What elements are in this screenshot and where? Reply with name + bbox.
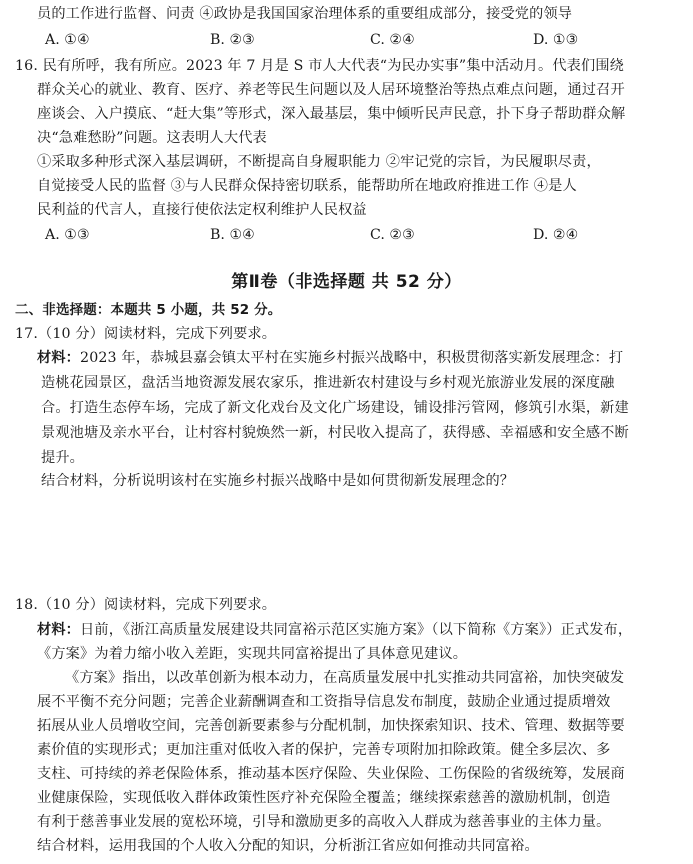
q18-material-line-8: 业健康保险，实现低收入群体政策性医疗补充保险全覆盖；继续探索慈善的激励机制，创造 bbox=[37, 790, 611, 806]
q18-material-line-9: 有利于慈善事业发展的宽松环境，引导和激励更多的高收入人群成为慈善事业的主体力量。 bbox=[37, 814, 611, 830]
q16-option-d[interactable]: D. ②④ bbox=[533, 227, 579, 243]
q15-option-c[interactable]: C. ②④ bbox=[370, 32, 415, 48]
q16-stem-line-3: 座谈会、入户摸底、“赶大集”等形式，深入最基层，集中倾听民声民意，扑下身子帮助群众解 bbox=[37, 106, 626, 122]
q18-material-line-7: 支柱、可持续的养老保险体系，推动基本医疗保险、失业保险、工伤保险的省级统筹，发展商 bbox=[37, 766, 625, 782]
q16-choice-line-2: 自觉接受人民的监督 ③与人民群众保持密切联系，能帮助所在地政府推进工作 ④是人 bbox=[37, 178, 577, 194]
q15-option-a[interactable]: A. ①④ bbox=[45, 32, 90, 48]
q18-material-line-4: 展不平衡不充分问题；完善企业薪酬调查和工资指导信息发布制度，鼓励企业通过提质增效 bbox=[37, 694, 611, 710]
q18-material-label: 材料： bbox=[37, 622, 81, 638]
q16-choice-line-3: 民利益的代言人，直接行使依法定权利维护人民权益 bbox=[37, 202, 367, 218]
q15-tail-text: 员的工作进行监督、问责 ④政协是我国国家治理体系的重要组成部分，接受党的领导 bbox=[37, 6, 573, 22]
q16-option-b[interactable]: B. ①④ bbox=[210, 227, 255, 243]
q16-stem-line-4: 决“急难愁盼”问题。这表明人大代表 bbox=[37, 130, 267, 146]
q17-material-line-3: 合。打造生态停车场，完成了新文化戏台及文化广场建设，铺设排污管网，修筑引水渠，新建 bbox=[41, 400, 629, 416]
q17-material-line-4: 景观池塘及亲水平台，让村容村貌焕然一新，村民收入提高了，获得感、幸福感和安全感不断 bbox=[41, 425, 629, 441]
q16-choice-line-1: ①采取多种形式深入基层调研，不断提高自身履职能力 ②牢记党的宗旨，为民履职尽责， bbox=[37, 154, 601, 170]
q18-material-line-1 bbox=[37, 620, 681, 640]
q18-material-line-2: 《方案》为着力缩小收入差距，实现共同富裕提出了具体意见建议。 bbox=[37, 646, 468, 662]
q18-material-line-6: 素价值的实现形式；更加注重对低收入者的保护，完善专项附加扣除政策。健全多层次、多 bbox=[37, 742, 611, 758]
q17-material-line-5: 提升。 bbox=[41, 450, 85, 466]
q15-option-b[interactable]: B. ②③ bbox=[210, 32, 255, 48]
section-title: 第Ⅱ卷（非选择题 共 52 分） bbox=[231, 272, 462, 292]
q16-option-a[interactable]: A. ①③ bbox=[45, 227, 90, 243]
q17-material-line-2: 造桃花园景区，盘活当地资源发展农家乐，推进新农村建设与乡村观光旅游业发展的深度融 bbox=[41, 375, 615, 391]
q17-material-line-1 bbox=[37, 348, 681, 368]
q17-material-text-1: 2023 年，恭城县嘉会镇太平村在实施乡村振兴战略中，积极贯彻落实新发展理念：打 bbox=[80, 350, 624, 366]
q17-question: 结合材料，分析说明该村在实施乡村振兴战略中是如何贯彻新发展理念的？ bbox=[41, 473, 515, 489]
q18-material-line-5: 拓展从业人员增收空间，完善创新要素参与分配机制，加快探索知识、技术、管理、数据等要 bbox=[37, 718, 625, 734]
q17-material-label: 材料： bbox=[37, 350, 81, 366]
q18-material-line-3: 《方案》指出，以改革创新为根本动力，在高质量发展中扎实推动共同富裕，加快突破发 bbox=[65, 670, 625, 686]
q15-option-d[interactable]: D. ①③ bbox=[533, 32, 579, 48]
section-heading: 二、非选择题：本题共 5 小题，共 52 分。 bbox=[15, 302, 282, 318]
q16-stem-line-2: 群众关心的就业、教育、医疗、养老等民生问题以及人居环境整治等热点难点问题，通过召开 bbox=[37, 82, 625, 98]
q16-option-c[interactable]: C. ②③ bbox=[370, 227, 415, 243]
q18-material-text-1: 日前，《浙江高质量发展建设共同富裕示范区实施方案》（以下简称《方案》）正式发布， bbox=[80, 622, 633, 638]
q18-stem: 18.（10 分）阅读材料，完成下列要求。 bbox=[15, 597, 277, 613]
q18-question: 结合材料，运用我国的个人收入分配的知识，分析浙江省应如何推动共同富裕。 bbox=[37, 838, 539, 854]
q16-stem-line-1: 16. 民有所呼，我有所应。2023 年 7 月是 S 市人大代表“为民办实事”集中活动月。代表们围绕 bbox=[15, 58, 625, 74]
q17-stem: 17.（10 分）阅读材料，完成下列要求。 bbox=[15, 326, 277, 342]
